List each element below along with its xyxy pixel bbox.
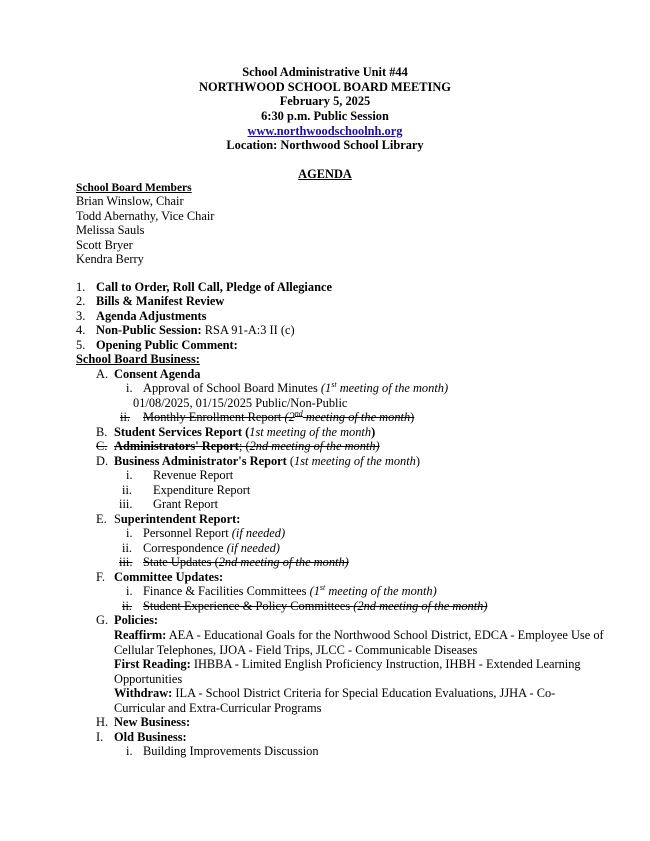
section-title: Committee Updates:: [114, 570, 224, 584]
website-link[interactable]: www.northwoodschoolnh.org: [247, 124, 403, 138]
item-text: Bills & Manifest Review: [96, 294, 225, 308]
sub-text: Personnel Report (if needed): [143, 526, 286, 540]
sub-number: i.: [126, 744, 133, 758]
sub-note: (2nd meeting of the month: [284, 408, 411, 424]
section-h: [96, 715, 191, 730]
sub-text: Student Experience & Policy Committees (2nd meeting of the month): [143, 599, 488, 613]
sub-text: Building Improvements Discussion: [143, 744, 319, 758]
section-label: I.: [96, 730, 104, 744]
section-title: Student Services Report (1st meeting of the month): [114, 425, 376, 439]
section-g: [96, 613, 159, 628]
item-2: [76, 294, 225, 309]
i-sub-i: [126, 744, 319, 759]
members-heading: School Board Members: [76, 182, 192, 194]
item-4: [76, 323, 295, 338]
section-label: H.: [96, 715, 109, 729]
item-text: Opening Public Comment:: [96, 338, 238, 352]
section-label: G.: [96, 613, 109, 627]
sub-text: Finance & Facilities Committees (1st meeting of the month): [143, 582, 437, 598]
section-i: [96, 730, 187, 745]
policy-text: AEA - Educational Goals for the Northwood School District, EDCA - Employee Use of Cellular Telephones, IJOA - Field Trips, JLCC - Communicable Diseases: [114, 628, 604, 657]
sub-number: i.: [126, 381, 133, 395]
sub-number: i.: [126, 584, 133, 598]
section-label: F.: [96, 570, 105, 584]
e-sub-i: [126, 526, 286, 541]
agenda-title: AGENDA: [298, 167, 352, 181]
item-label: Non-Public Session:: [96, 323, 202, 337]
sub-text: [143, 381, 448, 396]
member-5: Kendra Berry: [76, 252, 144, 266]
a-sub-i-dates: 01/08/2025, 01/15/2025 Public/Non-Public: [133, 396, 348, 410]
sub-number: ii.: [122, 599, 132, 613]
a-sub-i: [126, 379, 449, 396]
member-1: Brian Winslow, Chair: [76, 194, 184, 208]
sub-text: Grant Report: [153, 497, 219, 511]
item-number: 5.: [76, 338, 86, 352]
section-f: [96, 570, 224, 585]
item-5: [76, 338, 238, 353]
section-title: Consent Agenda: [114, 367, 201, 381]
section-label: E.: [96, 512, 107, 526]
item-detail: RSA 91-A:3 II (c): [201, 323, 295, 337]
sub-number: ii.: [120, 410, 130, 424]
item-1: [76, 280, 332, 295]
e-sub-iii: [119, 555, 349, 570]
section-title: Administrators' Report; (2nd meeting of the month): [114, 439, 380, 453]
member-3: Melissa Sauls: [76, 223, 145, 237]
item-number: 2.: [76, 294, 86, 308]
a-sub-ii: [120, 408, 415, 425]
sub-number: i.: [126, 468, 133, 482]
policy-text: ILA - School District Criteria for Special Education Evaluations, JJHA - Co-Curricular and Extra-Curricular Programs: [114, 686, 556, 715]
d-sub-iii: [119, 497, 219, 512]
section-note: 2nd meeting of the month): [249, 439, 380, 453]
policy-label: Withdraw:: [114, 686, 173, 700]
sub-label: Approval of School Board Minutes: [143, 381, 321, 395]
header-location: Location: Northwood School Library: [226, 138, 424, 152]
sub-note: (if needed): [231, 526, 286, 540]
section-label: B.: [96, 425, 108, 439]
header-website-line: [0, 124, 650, 139]
item-text: [96, 323, 295, 338]
sub-note: (if needed): [226, 541, 280, 555]
policy-first-reading: [114, 657, 594, 687]
section-a: [96, 367, 201, 382]
sub-note: (1st meeting of the month): [309, 582, 437, 598]
policy-reaffirm: [114, 628, 604, 658]
section-title: Old Business:: [114, 730, 187, 744]
header-meeting: NORTHWOOD SCHOOL BOARD MEETING: [199, 80, 451, 94]
section-title: Business Administrator's Report (1st meeting of the month): [114, 454, 420, 468]
member-4: Scott Bryer: [76, 238, 133, 252]
sub-number: ii.: [122, 541, 132, 555]
item-number: 3.: [76, 309, 86, 323]
header-unit: School Administrative Unit #44: [242, 65, 408, 79]
policy-withdraw: [114, 686, 584, 716]
section-note: 1st meeting of the month: [294, 454, 416, 468]
section-note: 1st meeting of the month: [249, 425, 372, 439]
header-date: February 5, 2025: [279, 94, 371, 108]
section-title: Policies:: [114, 613, 159, 627]
policy-label: Reaffirm:: [114, 628, 167, 642]
section-title: New Business:: [114, 715, 191, 729]
section-e: [96, 512, 241, 527]
member-2: Todd Abernathy, Vice Chair: [76, 209, 215, 223]
f-sub-i: [126, 582, 437, 599]
header-session: 6:30 p.m. Public Session: [261, 109, 389, 123]
d-sub-i: [126, 468, 234, 483]
f-sub-ii: [122, 599, 488, 614]
sub-number: ii.: [122, 483, 132, 497]
sub-text: Revenue Report: [153, 468, 234, 482]
item-text: Call to Order, Roll Call, Pledge of Allegiance: [96, 280, 332, 294]
d-sub-ii: [122, 483, 251, 498]
section-c: [96, 439, 380, 454]
section-b: [96, 425, 376, 440]
e-sub-ii: [122, 541, 280, 556]
item-number: 1.: [76, 280, 86, 294]
business-heading: School Board Business:: [76, 352, 200, 366]
sub-text: Monthly Enrollment Report (2nd meeting of the month): [143, 408, 415, 424]
sub-number: iii.: [119, 555, 133, 569]
sub-label: Monthly Enrollment Report: [143, 410, 285, 424]
sub-number: i.: [126, 526, 133, 540]
sub-text: Correspondence (if needed): [143, 541, 280, 555]
policy-label: First Reading:: [114, 657, 191, 671]
section-label: A.: [96, 367, 109, 381]
section-label: C.: [96, 439, 108, 453]
sub-text: Expenditure Report: [153, 483, 251, 497]
sub-note: (1st meeting of the month): [320, 379, 449, 395]
sub-text: State Updates (2nd meeting of the month): [143, 555, 349, 569]
item-3: [76, 309, 207, 324]
section-title: Superintendent Report:: [114, 512, 241, 526]
sub-note: 2nd meeting of the month): [218, 555, 349, 569]
sub-note: (2nd meeting of the month): [353, 599, 488, 613]
sub-number: iii.: [119, 497, 133, 511]
section-d: [96, 454, 420, 469]
section-label: D.: [96, 454, 109, 468]
policy-text: IHBBA - Limited English Proficiency Instruction, IHBH - Extended Learning Opportunities: [114, 657, 581, 686]
item-number: 4.: [76, 323, 86, 337]
item-text: Agenda Adjustments: [96, 309, 207, 323]
